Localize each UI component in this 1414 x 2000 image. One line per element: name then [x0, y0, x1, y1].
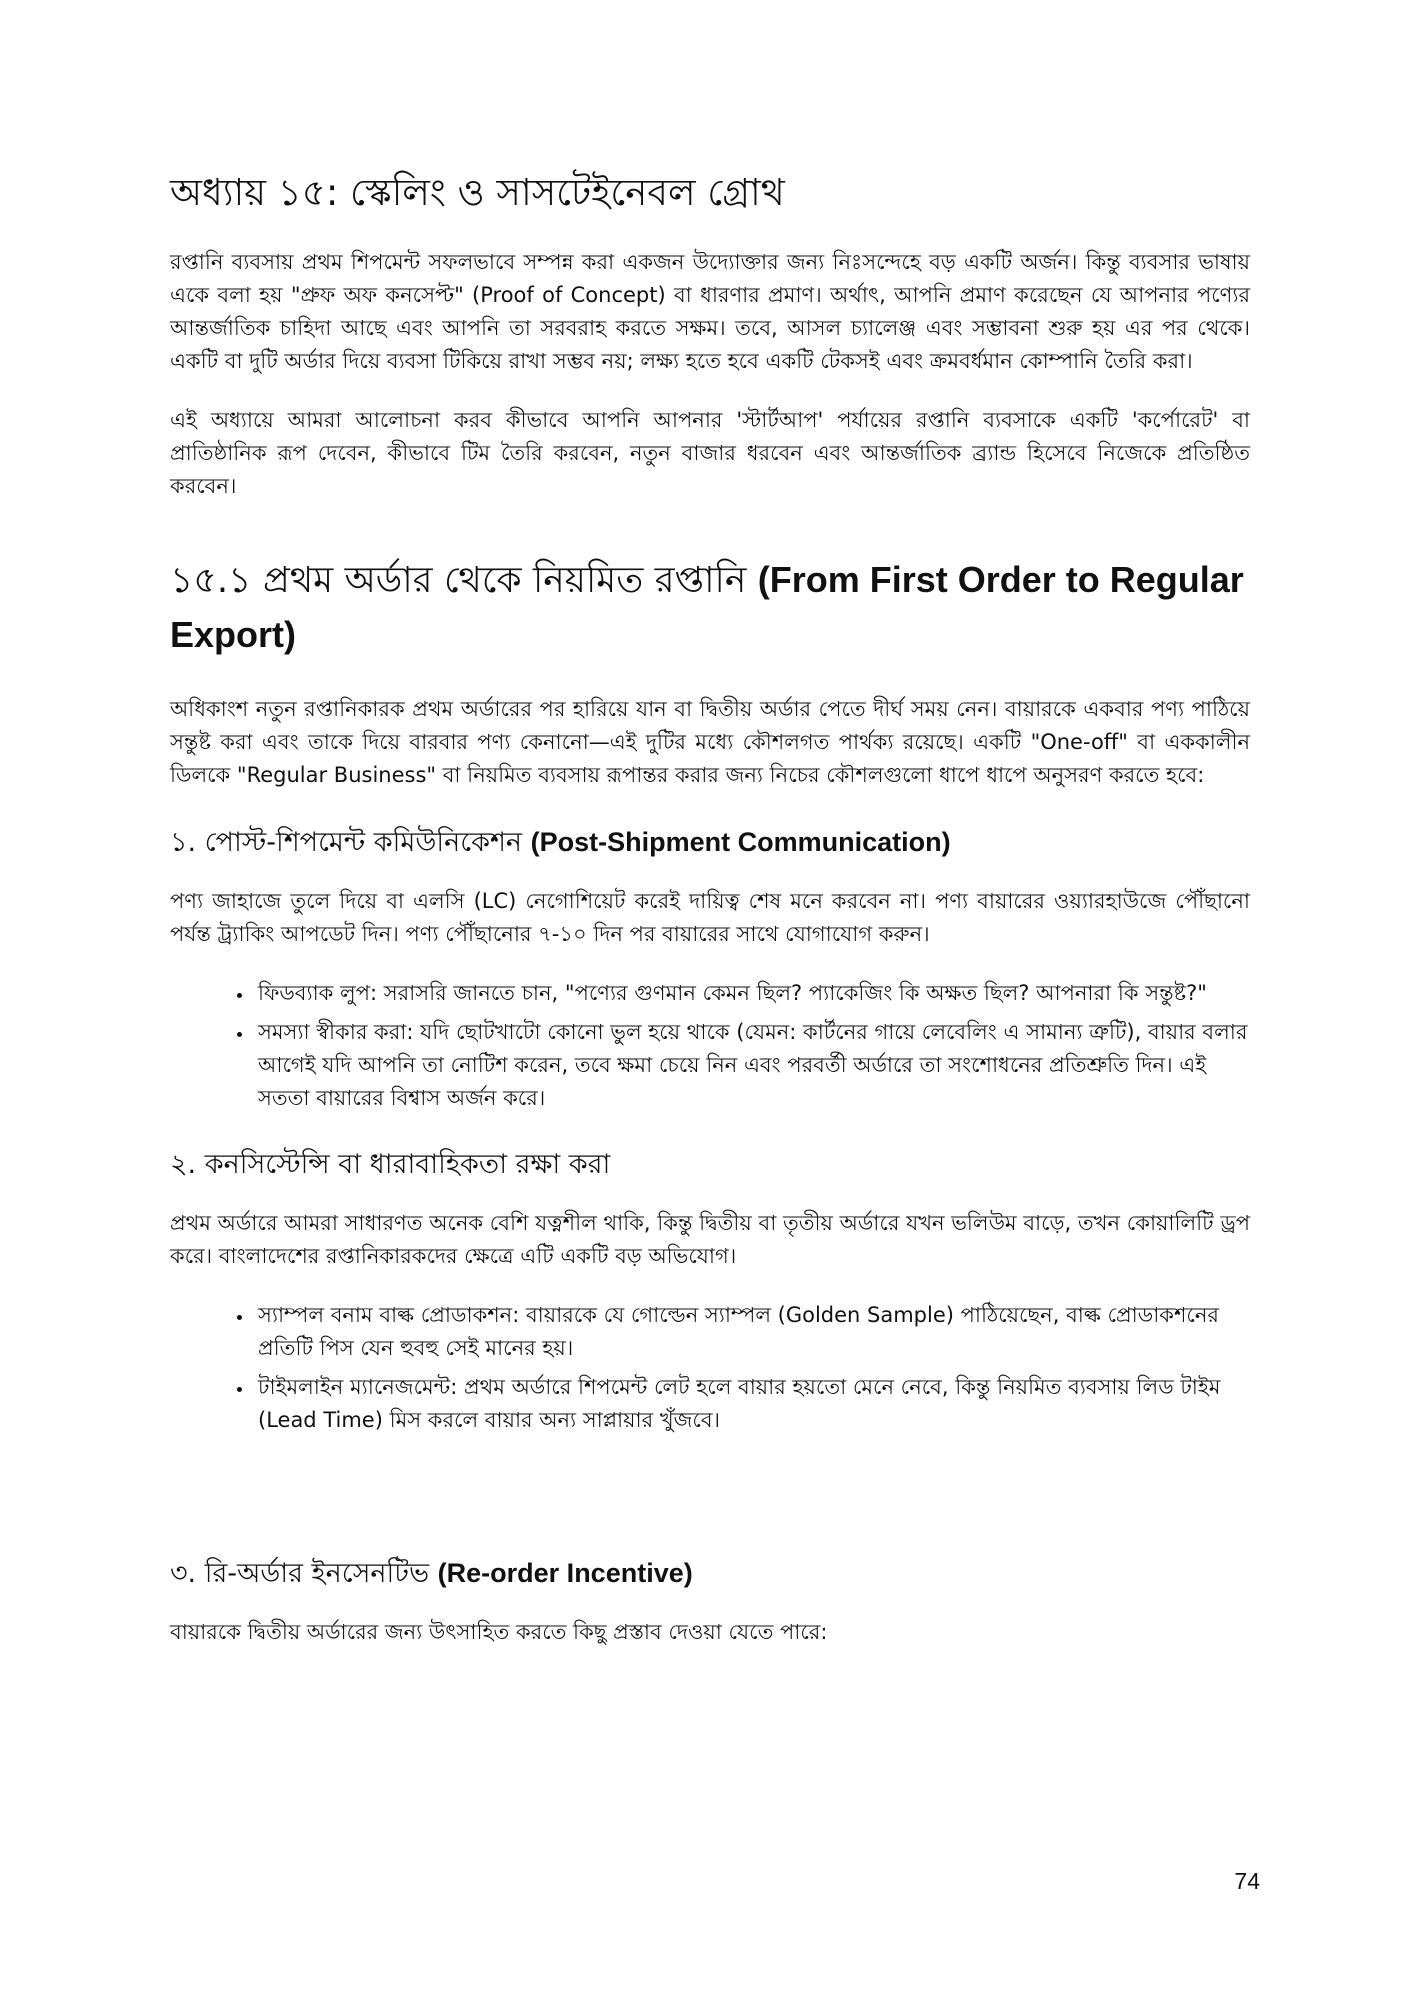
subsection-paragraph-3: বায়ারকে দ্বিতীয় অর্ডারের জন্য উৎসাহিত করতে কিছু প্রস্তাব দেওয়া যেতে পারে:	[170, 1620, 828, 1644]
intro-paragraph-2: এই অধ্যায়ে আমরা আলোচনা করব কীভাবে আপনি আপনার 'স্টার্টআপ' পর্যায়ের রপ্তানি ব্যবসাকে একটি 'কর্পোরেট' বা প্রাতিষ্ঠানিক রূপ দেবেন, কীভাবে টিম তৈরি করবেন, নতুন বাজার ধরবেন এবং আন্তর্জাতিক ব্র্যান্ড হিসেবে নিজেকে প্রতিষ্ঠিত করবেন।	[170, 408, 1250, 498]
list-item: • সমস্যা স্বীকার করা: যদি ছোটখাটো কোনো ভুল হয়ে থাকে (যেমন: কার্টনের গায়ে লেবেলিং এ সামান্য ত্রুটি), বায়ার বলার আগেই যদি আপনি তা নোটিশ করেন, তবে ক্ষমা চেয়ে নিন এবং পরবর্তী অর্ডারে তা সংশোধনের প্রতিশ্রুতি দিন। এই সততা বায়ারের বিশ্বাস অর্জন করে।	[254, 1016, 1250, 1115]
subsection-title-bn: ২. কনসিস্টেন্সি বা ধারাবাহিকতা রক্ষা করা	[170, 1149, 611, 1180]
spacer	[170, 1463, 1250, 1523]
list-item: • ফিডব্যাক লুপ: সরাসরি জানতে চান, "পণ্যের গুণমান কেমন ছিল? প্যাকেজিং কি অক্ষত ছিল? আপনারা কি সন্তুষ্ট?"	[254, 977, 1250, 1010]
subsection-title-en: (Re-order Incentive)	[437, 1558, 693, 1588]
bullet-list-2	[170, 1299, 1250, 1437]
subsection-paragraph-1: পণ্য জাহাজে তুলে দিয়ে বা এলসি (LC) নেগোশিয়েট করেই দায়িত্ব শেষ মনে করবেন না। পণ্য বায়ারের ওয়্যারহাউজে পৌঁছানো পর্যন্ত ট্র্যাকিং আপডেট দিন। পণ্য পৌঁছানোর ৭-১০ দিন পর বায়ারের সাথে যোগাযোগ করুন।	[170, 889, 1250, 946]
intro-paragraph-1: রপ্তানি ব্যবসায় প্রথম শিপমেন্ট সফলভাবে সম্পন্ন করা একজন উদ্যোক্তার জন্য নিঃসন্দেহে বড় একটি অর্জন। কিন্তু ব্যবসার ভাষায় একে বলা হয় "প্রুফ অফ কনসেপ্ট" (Proof of Concept) বা ধারণার প্রমাণ। অর্থাৎ, আপনি প্রমাণ করেছেন যে আপনার পণ্যের আন্তর্জাতিক চাহিদা আছে এবং আপনি তা সরবরাহ করতে সক্ষম। তবে, আসল চ্যালেঞ্জ এবং সম্ভাবনা শুরু হয় এর পর থেকে। একটি বা দুটি অর্ডার দিয়ে ব্যবসা টিকিয়ে রাখা সম্ভব নয়; লক্ষ্য হতে হবে একটি টেকসই এবং ক্রমবর্ধমান কোম্পানি তৈরি করা।	[170, 250, 1250, 373]
subsection-title-1	[170, 822, 1250, 863]
list-item: • টাইমলাইন ম্যানেজমেন্ট: প্রথম অর্ডারে শিপমেন্ট লেট হলে বায়ার হয়তো মেনে নেবে, কিন্তু নিয়মিত ব্যবসায় লিড টাইম (Lead Time) মিস করলে বায়ার অন্য সাপ্লায়ার খুঁজবে।	[254, 1371, 1250, 1437]
subsection-title-en: (Post-Shipment Communication)	[530, 827, 951, 857]
section-intro-paragraph: অধিকাংশ নতুন রপ্তানিকারক প্রথম অর্ডারের পর হারিয়ে যান বা দ্বিতীয় অর্ডার পেতে দীর্ঘ সময় নেন। বায়ারকে একবার পণ্য পাঠিয়ে সন্তুষ্ট করা এবং তাকে দিয়ে বারবার পণ্য কেনানো—এই দুটির মধ্যে কৌশলগত পার্থক্য রয়েছে। একটি "One-off" বা এককালীন ডিলকে "Regular Business" বা নিয়মিত ব্যবসায় রূপান্তর করার জন্য নিচের কৌশলগুলো ধাপে ধাপে অনুসরণ করতে হবে:	[170, 697, 1250, 787]
subsection-title-3	[170, 1553, 1250, 1594]
subsection-paragraph-2: প্রথম অর্ডারে আমরা সাধারণত অনেক বেশি যত্নশীল থাকি, কিন্তু দ্বিতীয় বা তৃতীয় অর্ডারে যখন ভলিউম বাড়ে, তখন কোয়ালিটি ড্রপ করে। বাংলাদেশের রপ্তানিকারকদের ক্ষেত্রে এটি একটি বড় অভিযোগ।	[170, 1211, 1250, 1268]
bullet-list-1	[170, 977, 1250, 1115]
subsection-title-bn: ১. পোস্ট-শিপমেন্ট কমিউনিকেশন	[170, 827, 523, 858]
section-title-bn: ১৫.১ প্রথম অর্ডার থেকে নিয়মিত রপ্তানি	[170, 560, 747, 601]
list-item: • স্যাম্পল বনাম বাল্ক প্রোডাকশন: বায়ারকে যে গোল্ডেন স্যাম্পল (Golden Sample) পাঠিয়েছেন, বাল্ক প্রোডাকশনের প্রতিটি পিস যেন হুবহু সেই মানের হয়।	[254, 1299, 1250, 1365]
subsection-title-bn: ৩. রি-অর্ডার ইনসেনটিভ	[170, 1558, 430, 1589]
section-title-en: (From First Order to Regular Export)	[170, 559, 1244, 655]
subsection-title-2	[170, 1145, 1250, 1185]
chapter-title: অধ্যায় ১৫: স্কেলিং ও সাসটেইনেবল গ্রোথ	[170, 171, 785, 214]
page-content	[170, 168, 1250, 1675]
page-number: 74	[1234, 1868, 1260, 1894]
section-title	[170, 553, 1250, 663]
